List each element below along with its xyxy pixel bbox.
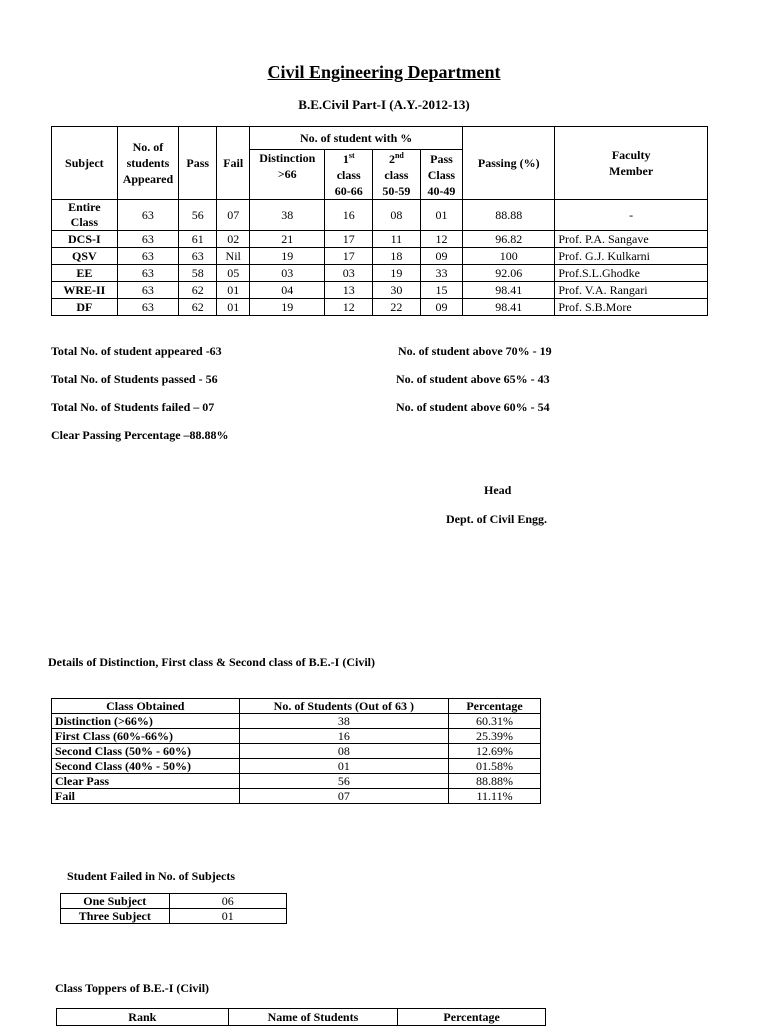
- header-no-of-students: No. of Students (Out of 63 ): [239, 699, 448, 714]
- subject-line1: Entire: [68, 200, 101, 214]
- percentage-cell: 01.58%: [449, 759, 541, 774]
- percentage-cell: 88.88%: [449, 774, 541, 789]
- passing-cell: 100: [463, 248, 555, 265]
- header-row: [52, 699, 541, 714]
- header-first-line3: 60-66: [334, 183, 363, 198]
- faculty-cell: Prof. G.J. Kulkarni: [555, 248, 708, 265]
- header-faculty: [555, 127, 708, 200]
- pass-class-cell: 01: [420, 200, 462, 231]
- appeared-cell: 63: [117, 248, 178, 265]
- document-title: Civil Engineering Department: [267, 62, 501, 82]
- faculty-cell: Prof.S.L.Ghodke: [555, 265, 708, 282]
- pass-class-cell: 15: [420, 282, 462, 299]
- appeared-cell: 63: [117, 265, 178, 282]
- passing-cell: 98.41: [463, 299, 555, 316]
- header-passclass-line1: Pass: [430, 151, 453, 166]
- fail-cell: 01: [217, 282, 250, 299]
- students-cell: 01: [239, 759, 448, 774]
- signature-head: Head: [484, 483, 512, 497]
- header-faculty-line2: Member: [609, 164, 654, 178]
- table-row: [52, 282, 708, 299]
- fail-cell: 05: [217, 265, 250, 282]
- header-topper-percentage: Percentage: [398, 1009, 546, 1026]
- class-cell: Fail: [52, 789, 240, 804]
- result-table: [51, 126, 708, 316]
- second-class-cell: 22: [373, 299, 421, 316]
- pass-cell: 56: [179, 200, 217, 231]
- second-class-cell: 19: [373, 265, 421, 282]
- subject-line2: Class: [70, 215, 99, 229]
- subject-cell: DCS-I: [52, 231, 118, 248]
- second-class-cell: 18: [373, 248, 421, 265]
- summary-clear-passing: Clear Passing Percentage –88.88%: [51, 428, 229, 442]
- header-row: [52, 127, 708, 150]
- failed-subject-value: 01: [169, 909, 286, 924]
- table-row: [61, 909, 287, 924]
- table-row: [52, 231, 708, 248]
- table-row: [52, 299, 708, 316]
- toppers-table-title: Class Toppers of B.E.-I (Civil): [55, 981, 210, 995]
- pass-class-cell: 12: [420, 231, 462, 248]
- class-cell: Distinction (>66%): [52, 714, 240, 729]
- header-percentage: Percentage: [449, 699, 541, 714]
- failed-subject-value: 06: [169, 894, 286, 909]
- header-first-sup: st: [348, 150, 355, 160]
- table-row: [52, 714, 541, 729]
- faculty-cell: Prof. S.B.More: [555, 299, 708, 316]
- header-second-line2: class: [384, 167, 409, 182]
- summary-failed: Total No. of Students failed – 07: [51, 400, 215, 414]
- distinction-cell: 19: [250, 248, 325, 265]
- table-row: [52, 200, 708, 231]
- header-second-sup: nd: [394, 150, 404, 160]
- first-class-cell: 16: [325, 200, 373, 231]
- percentage-cell: 25.39%: [449, 729, 541, 744]
- appeared-cell: 63: [117, 200, 178, 231]
- students-cell: 38: [239, 714, 448, 729]
- table-row: [52, 774, 541, 789]
- first-class-cell: 03: [325, 265, 373, 282]
- subject-cell: EE: [52, 265, 118, 282]
- distinction-table: [51, 698, 541, 804]
- distinction-cell: 03: [250, 265, 325, 282]
- summary-above-70: No. of student above 70% - 19: [398, 344, 552, 358]
- signature-dept: Dept. of Civil Engg.: [446, 512, 548, 526]
- pass-cell: 61: [179, 231, 217, 248]
- header-distinction: [250, 150, 325, 200]
- second-class-cell: 11: [373, 231, 421, 248]
- failed-table-title: Student Failed in No. of Subjects: [67, 869, 236, 883]
- failed-subject-label: Three Subject: [61, 909, 170, 924]
- passing-cell: 98.41: [463, 282, 555, 299]
- class-cell: First Class (60%-66%): [52, 729, 240, 744]
- students-cell: 16: [239, 729, 448, 744]
- subject-cell: QSV: [52, 248, 118, 265]
- header-class-obtained: Class Obtained: [52, 699, 240, 714]
- class-cell: Clear Pass: [52, 774, 240, 789]
- passing-cell: 92.06: [463, 265, 555, 282]
- percentage-cell: 12.69%: [449, 744, 541, 759]
- first-class-cell: 13: [325, 282, 373, 299]
- first-class-cell: 17: [325, 231, 373, 248]
- summary-above-65: No. of student above 65% - 43: [396, 372, 550, 386]
- percentage-cell: 11.11%: [449, 789, 541, 804]
- header-distinction-line2: >66: [277, 167, 297, 181]
- header-fail: Fail: [217, 127, 250, 200]
- passing-cell: 96.82: [463, 231, 555, 248]
- table-row: [52, 759, 541, 774]
- second-class-cell: 08: [373, 200, 421, 231]
- students-cell: 07: [239, 789, 448, 804]
- students-cell: 56: [239, 774, 448, 789]
- summary-passed: Total No. of Students passed - 56: [51, 372, 218, 386]
- header-first-line2: class: [336, 167, 361, 182]
- header-passing: Passing (%): [463, 127, 555, 200]
- fail-cell: 01: [217, 299, 250, 316]
- pass-class-cell: 33: [420, 265, 462, 282]
- faculty-cell: Prof. P.A. Sangave: [555, 231, 708, 248]
- header-first-num: 1: [342, 151, 349, 166]
- distinction-cell: 19: [250, 299, 325, 316]
- header-second-num: 2: [388, 151, 395, 166]
- header-first-class: [325, 150, 373, 200]
- appeared-cell: 63: [117, 231, 178, 248]
- subject-cell: DF: [52, 299, 118, 316]
- header-appeared-line2: students: [126, 156, 170, 170]
- distinction-cell: 04: [250, 282, 325, 299]
- pass-cell: 62: [179, 282, 217, 299]
- table-row: [52, 248, 708, 265]
- header-passclass-line2: Class: [427, 167, 456, 182]
- header-student-name: Name of Students: [228, 1009, 398, 1026]
- header-faculty-line1: Faculty: [611, 148, 651, 162]
- fail-cell: 07: [217, 200, 250, 231]
- class-cell: Second Class (40% - 50%): [52, 759, 240, 774]
- pass-cell: 63: [179, 248, 217, 265]
- header-row: [57, 1009, 546, 1026]
- students-cell: 08: [239, 744, 448, 759]
- distinction-cell: 38: [250, 200, 325, 231]
- header-second-line3: 50-59: [382, 183, 411, 198]
- header-pass-class: [420, 150, 462, 200]
- appeared-cell: 63: [117, 299, 178, 316]
- header-rank: Rank: [57, 1009, 229, 1026]
- header-subject: Subject: [52, 127, 118, 200]
- table-row: [61, 894, 287, 909]
- table-row: [52, 789, 541, 804]
- table-row: [52, 729, 541, 744]
- failed-subject-label: One Subject: [61, 894, 170, 909]
- distinction-cell: 21: [250, 231, 325, 248]
- fail-cell: Nil: [217, 248, 250, 265]
- appeared-cell: 63: [117, 282, 178, 299]
- pass-cell: 58: [179, 265, 217, 282]
- table-row: [52, 265, 708, 282]
- class-cell: Second Class (50% - 60%): [52, 744, 240, 759]
- pass-class-cell: 09: [420, 248, 462, 265]
- first-class-cell: 17: [325, 248, 373, 265]
- percentage-cell: 60.31%: [449, 714, 541, 729]
- subject-cell: [52, 200, 118, 231]
- summary-above-60: No. of student above 60% - 54: [396, 400, 550, 414]
- first-class-cell: 12: [325, 299, 373, 316]
- header-second-class: [373, 150, 421, 200]
- second-class-cell: 30: [373, 282, 421, 299]
- failed-table: [60, 893, 287, 924]
- header-appeared-line1: No. of: [132, 140, 164, 154]
- passing-cell: 88.88: [463, 200, 555, 231]
- summary-appeared: Total No. of student appeared -63: [51, 344, 222, 358]
- table-row: [52, 744, 541, 759]
- faculty-cell: Prof. V.A. Rangari: [555, 282, 708, 299]
- header-distinction-line1: Distinction: [259, 151, 316, 165]
- header-appeared-line3: Appeared: [122, 172, 174, 186]
- header-appeared: [117, 127, 178, 200]
- distinction-table-title: Details of Distinction, First class & Second class of B.E.-I (Civil): [48, 655, 375, 669]
- toppers-table: [56, 1008, 546, 1026]
- document-subtitle: B.E.Civil Part-I (A.Y.-2012-13): [298, 97, 470, 112]
- faculty-cell: -: [555, 200, 708, 231]
- fail-cell: 02: [217, 231, 250, 248]
- subject-cell: WRE-II: [52, 282, 118, 299]
- header-group: No. of student with %: [250, 127, 463, 150]
- header-pass: Pass: [179, 127, 217, 200]
- header-passclass-line3: 40-49: [427, 183, 456, 198]
- pass-cell: 62: [179, 299, 217, 316]
- pass-class-cell: 09: [420, 299, 462, 316]
